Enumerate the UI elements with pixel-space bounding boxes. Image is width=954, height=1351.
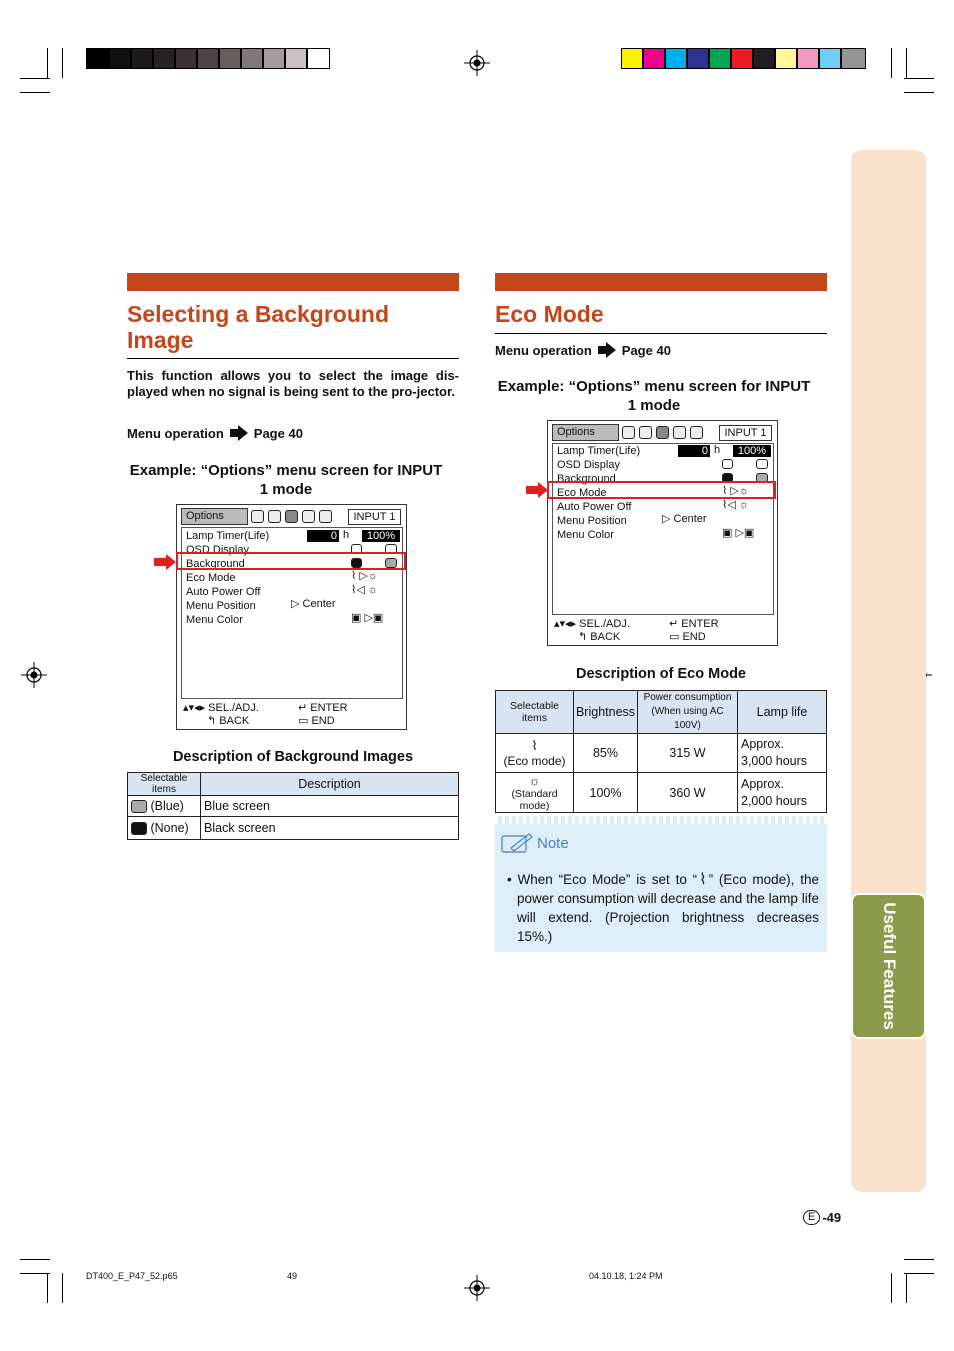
- language-badge: E: [803, 1210, 820, 1225]
- print-timestamp: 04.10.18, 1:24 PM: [589, 1271, 663, 1281]
- menu-page-link[interactable]: Page 40: [253, 425, 303, 441]
- end-hint: ▭ END: [298, 715, 335, 727]
- table-cell: [738, 734, 827, 773]
- page-number: [803, 1210, 841, 1225]
- example-caption: Example: “Options” menu screen for INPUT 1 mode: [129, 462, 443, 498]
- osd-item[interactable]: Eco Mode: [557, 487, 607, 499]
- menu-operation: [127, 425, 303, 441]
- osd-input-label: INPUT 1: [719, 425, 772, 441]
- table-row: [496, 773, 827, 813]
- table-cell: Blue screen: [201, 796, 459, 817]
- language-icon: [673, 426, 686, 439]
- osd-display-icon: [722, 459, 733, 469]
- end-hint: ▭ END: [669, 631, 706, 643]
- lamp-timer-value: 0: [307, 530, 339, 542]
- osd-item[interactable]: OSD Display: [186, 544, 249, 556]
- item-label: (None): [150, 820, 189, 835]
- lamp-timer-unit: h: [714, 444, 721, 456]
- menu-color-icon: ▣ ▷▣: [722, 527, 755, 539]
- osd-item[interactable]: Background: [186, 558, 245, 570]
- table-cell: [128, 817, 201, 840]
- lamp-life-percent: 100%: [362, 530, 400, 542]
- section-tab-label: Useful Features: [879, 902, 899, 1030]
- section-bar: [127, 273, 459, 291]
- life-line: 2,000 hours: [741, 793, 808, 808]
- enter-label: ENTER: [681, 618, 719, 630]
- note-text-after: ” (Eco mode), the power consumption will decrease and the lamp life will extend. (Projection brightness decreases 15%.): [517, 872, 819, 944]
- life-line: Approx.: [741, 776, 785, 791]
- section-title: Eco Mode: [495, 301, 604, 327]
- osd-item[interactable]: Lamp Timer(Life): [557, 445, 641, 457]
- osd-item[interactable]: Background: [557, 473, 616, 485]
- end-label: END: [311, 715, 335, 727]
- section-title: Selecting a Background Image: [127, 301, 390, 353]
- pointer-arrow-icon: [526, 482, 548, 498]
- note-box: [495, 816, 827, 952]
- osd-screen: [547, 420, 778, 646]
- table-row: [496, 734, 827, 773]
- page-number-text: -49: [822, 1210, 842, 1225]
- osd-item[interactable]: Menu Color: [557, 529, 614, 541]
- table-cell: [128, 796, 201, 817]
- example-caption: Example: “Options” menu screen for INPUT 1 mode: [497, 378, 811, 414]
- end-label: END: [682, 631, 706, 643]
- item-label: (Blue): [150, 798, 184, 813]
- eco-leaf-icon: ⌇: [531, 738, 538, 753]
- auto-power-off-icon: ⌇◁ ☼: [722, 499, 749, 511]
- table-row: [128, 796, 459, 817]
- table-header: Description: [201, 773, 459, 796]
- eco-mode-icon: ⌇ ▷☼: [722, 485, 749, 497]
- note-text-before: When “Eco Mode” is set to “: [517, 872, 698, 887]
- enter-hint: ↵ ENTER: [298, 702, 348, 714]
- note-heading: Note: [537, 834, 569, 852]
- picture-icon: [251, 510, 264, 523]
- note-header: [501, 832, 569, 854]
- note-dotted-border: [495, 816, 827, 824]
- pointer-arrow-icon: [154, 554, 176, 570]
- osd-item[interactable]: Eco Mode: [186, 572, 236, 584]
- standard-bulb-icon: ☼: [528, 773, 541, 788]
- lamp-timer-unit: h: [343, 529, 350, 541]
- menu-operation: [495, 342, 671, 358]
- table-header: Selectable items: [496, 691, 574, 734]
- back-hint: ↰ BACK: [207, 715, 250, 727]
- section-bar: [495, 273, 827, 291]
- back-hint: ↰ BACK: [578, 631, 621, 643]
- lamp-life-percent: 100%: [733, 445, 771, 457]
- osd-item[interactable]: Menu Color: [186, 614, 243, 626]
- menu-operation-label: Menu operation: [495, 342, 592, 358]
- osd-item[interactable]: Menu Position: [557, 515, 627, 527]
- blue-screen-icon: [131, 800, 147, 813]
- registration-mark-icon: [464, 1275, 490, 1301]
- power-header: Power consumption: [643, 692, 732, 703]
- arrow-right-icon: [598, 342, 616, 358]
- table-header: [638, 691, 738, 734]
- item-label: (Standard mode): [511, 788, 558, 812]
- picture-icon: [622, 426, 635, 439]
- background-table: [127, 772, 459, 840]
- fine-sync-icon: [268, 510, 281, 523]
- table-title: Description of Background Images: [172, 749, 414, 765]
- life-line: 3,000 hours: [741, 754, 808, 768]
- sel-adj-label: SEL./ADJ.: [208, 702, 259, 714]
- eco-mode-table: [495, 690, 827, 813]
- life-line: Approx.: [741, 737, 785, 751]
- table-cell: 315 W: [638, 734, 738, 773]
- menu-position-value: ▷ Center: [662, 513, 707, 525]
- options-icon: [656, 426, 669, 439]
- table-cell: 85%: [574, 734, 638, 773]
- table-header: Brightness: [574, 691, 638, 734]
- lamp-timer-value: 0: [678, 445, 710, 457]
- file-name: DT400_E_P47_52.p65: [86, 1271, 178, 1281]
- status-icon: [690, 426, 703, 439]
- pencil-note-icon: [501, 832, 533, 854]
- table-header: Lamp life: [738, 691, 827, 734]
- eco-leaf-icon: ⌇: [697, 871, 709, 888]
- registration-mark-icon: [21, 662, 47, 688]
- options-icon: [285, 510, 298, 523]
- osd-item[interactable]: Lamp Timer(Life): [186, 530, 270, 542]
- osd-item[interactable]: Menu Position: [186, 600, 256, 612]
- sheet-number: 49: [287, 1271, 298, 1281]
- table-cell: [738, 773, 827, 813]
- table-row: [128, 817, 459, 840]
- menu-position-text: Center: [673, 513, 707, 525]
- highlight-box: [547, 481, 776, 499]
- title-rule: [127, 358, 459, 359]
- intro-text: This function allows you to select the image dis-played when no signal is being sent to the pro-jector.: [127, 368, 459, 399]
- menu-position-value: ▷ Center: [291, 598, 336, 610]
- sel-adj-hint: ▴▾◂▸ SEL./ADJ.: [554, 618, 630, 630]
- menu-color-icon: ▣ ▷▣: [351, 612, 384, 624]
- registration-mark-icon: [464, 50, 490, 76]
- status-icon: [319, 510, 332, 523]
- sel-adj-label: SEL./ADJ.: [579, 618, 630, 630]
- menu-page-link[interactable]: Page 40: [621, 342, 671, 358]
- menu-operation-label: Menu operation: [127, 425, 224, 441]
- table-title: Description of Eco Mode: [576, 666, 746, 682]
- osd-item[interactable]: OSD Display: [557, 459, 620, 471]
- table-cell: [496, 734, 574, 773]
- table-cell: Black screen: [201, 817, 459, 840]
- enter-hint: ↵ ENTER: [669, 618, 719, 630]
- auto-power-off-icon: ⌇◁ ☼: [351, 584, 378, 596]
- eco-mode-icon: ⌇ ▷☼: [351, 570, 378, 582]
- osd-tab-options[interactable]: Options: [552, 424, 619, 441]
- table-cell: 100%: [574, 773, 638, 813]
- table-header: Selectable items: [128, 773, 201, 796]
- language-icon: [302, 510, 315, 523]
- enter-label: ENTER: [310, 702, 348, 714]
- black-screen-icon: [131, 822, 147, 835]
- back-label: BACK: [590, 631, 621, 643]
- osd-item[interactable]: Auto Power Off: [186, 586, 261, 598]
- power-header-sub: (When using AC 100V): [651, 706, 724, 731]
- title-rule: [495, 333, 827, 334]
- osd-display-off-icon: [756, 459, 768, 469]
- highlight-box: [176, 552, 406, 570]
- osd-tab-options[interactable]: Options: [181, 508, 248, 525]
- fine-sync-icon: [639, 426, 652, 439]
- osd-screen: [176, 504, 407, 730]
- arrow-right-icon: [230, 425, 248, 441]
- sel-adj-hint: ▴▾◂▸ SEL./ADJ.: [183, 702, 259, 714]
- osd-item[interactable]: Auto Power Off: [557, 501, 632, 513]
- note-text: • When “Eco Mode” is set to “⌇” (Eco mode), the power consumption will decrease and the lamp life will extend. (Projection brightness decreases 15%.): [507, 871, 819, 944]
- osd-input-label: INPUT 1: [348, 509, 401, 525]
- table-cell: 360 W: [638, 773, 738, 813]
- item-label: (Eco mode): [503, 754, 566, 768]
- menu-position-text: Center: [302, 598, 336, 610]
- table-cell: [496, 773, 574, 813]
- section-tab[interactable]: [851, 893, 926, 1039]
- back-label: BACK: [219, 715, 250, 727]
